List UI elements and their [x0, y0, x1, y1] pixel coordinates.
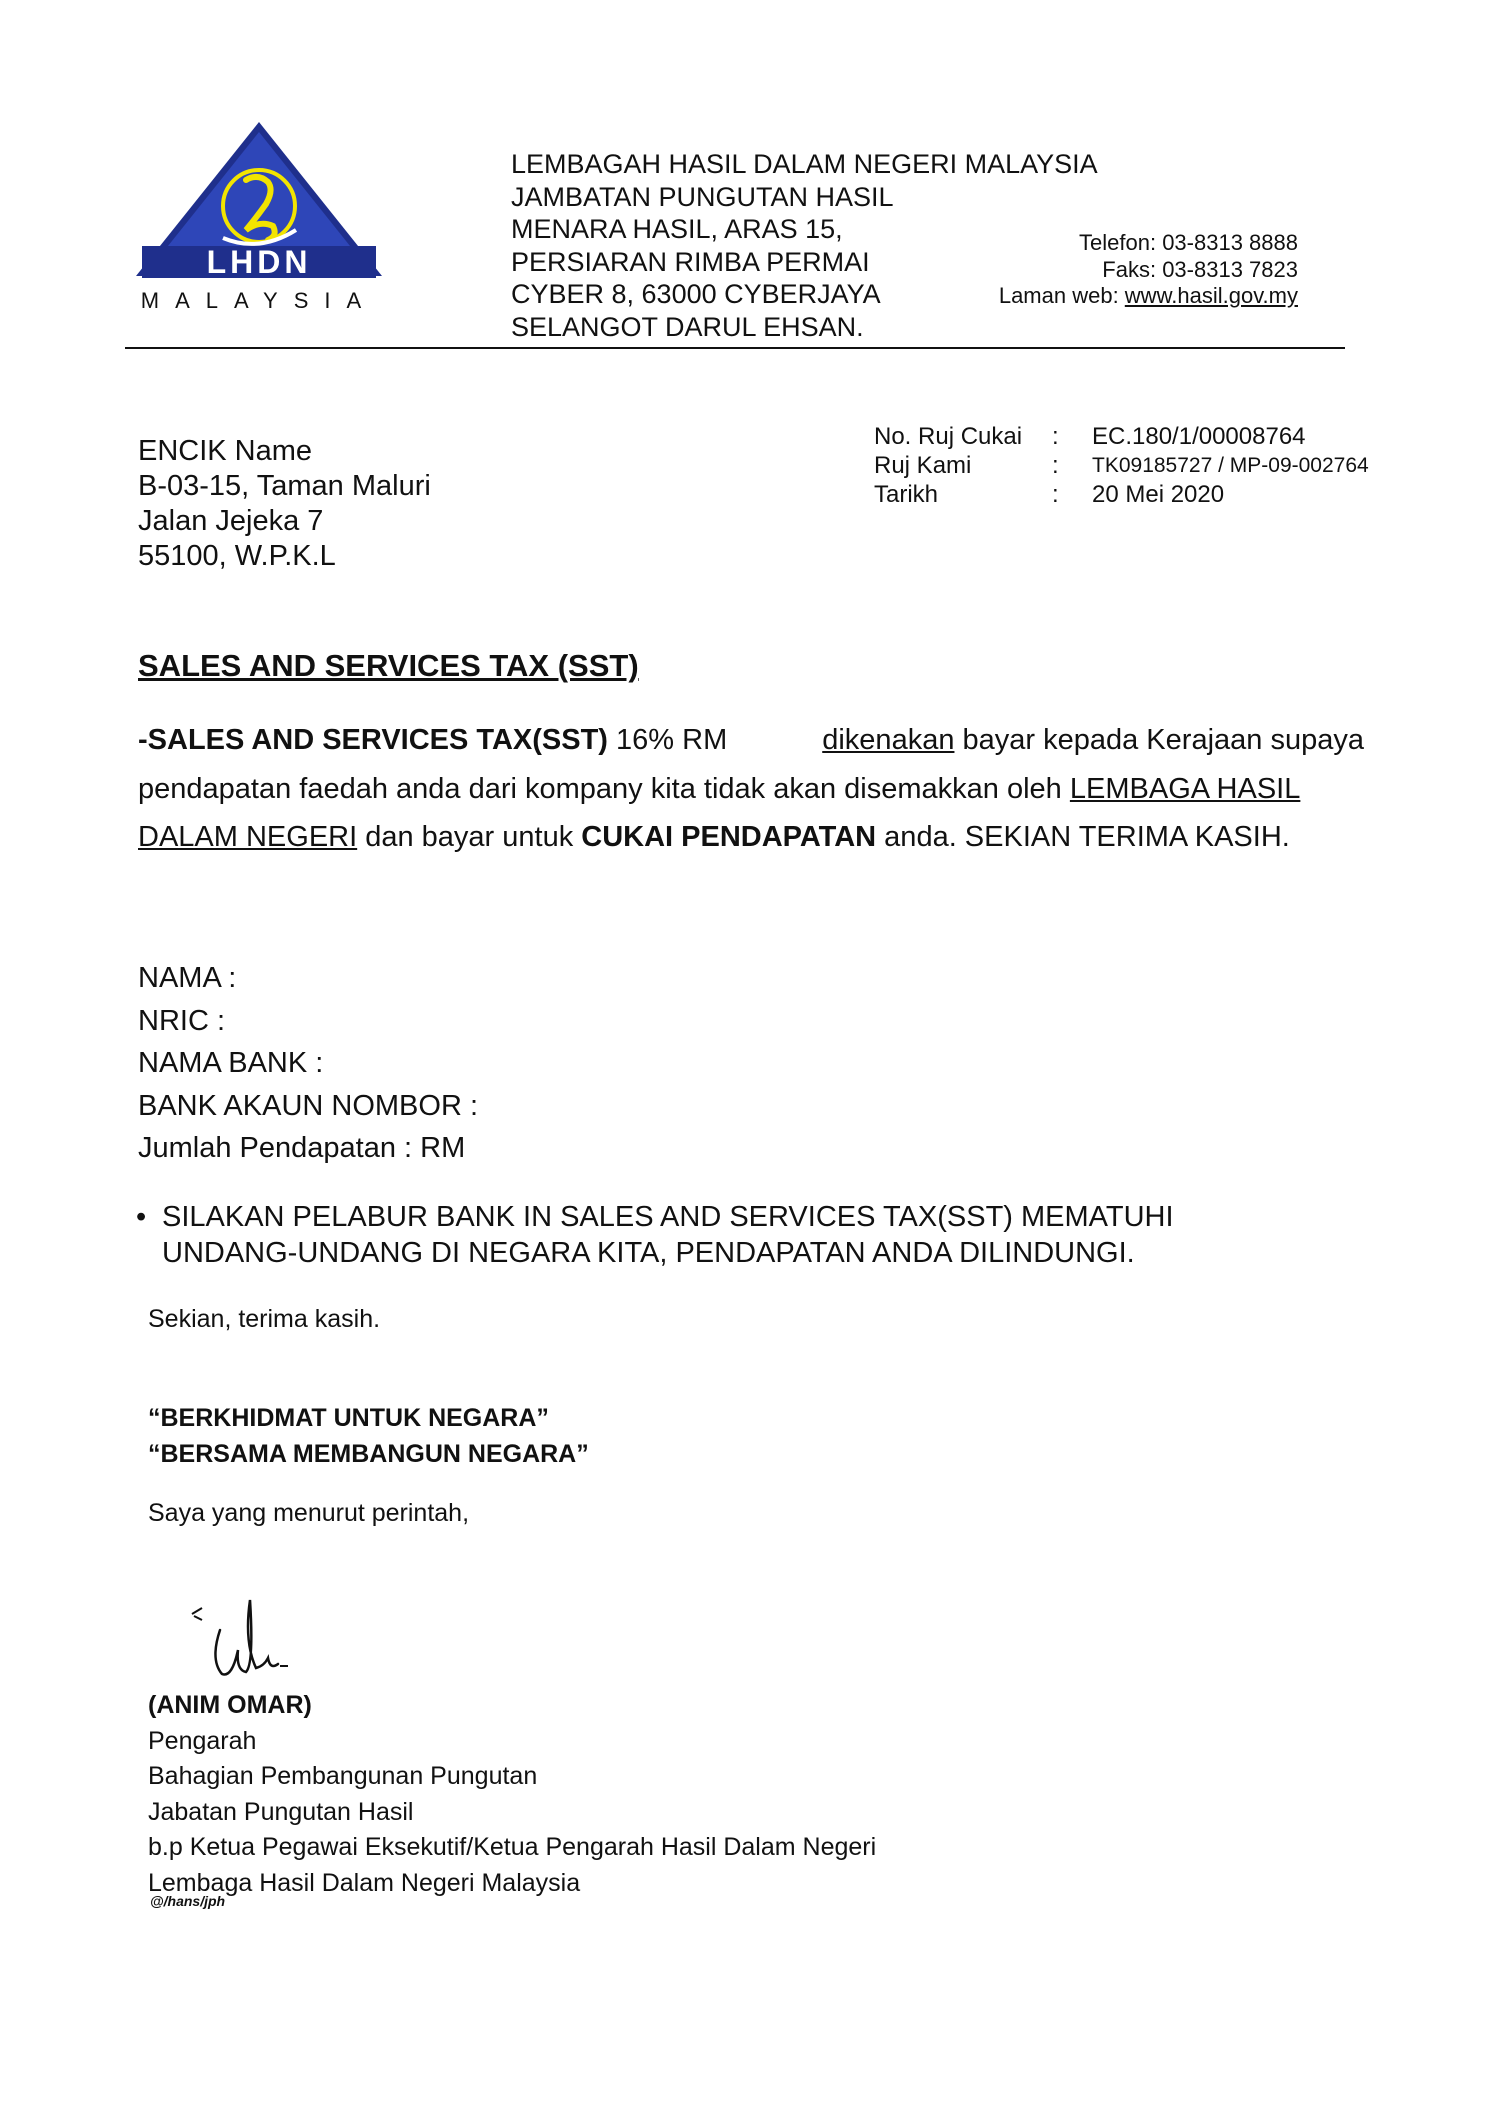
- ref-label: Ruj Kami: [874, 452, 972, 479]
- signature-icon: [180, 1590, 310, 1695]
- bullet-icon: •: [136, 1201, 147, 1233]
- reference-row: [874, 451, 1369, 480]
- field-bank-akaun: BANK AKAUN NOMBOR :: [138, 1089, 479, 1122]
- field-nama: NAMA :: [138, 962, 237, 994]
- body-text: anda. SEKIAN TERIMA KASIH.: [876, 821, 1290, 853]
- org-line: SELANGOT DARUL EHSAN.: [511, 311, 864, 342]
- ref-value: 20 Mei 2020: [1092, 481, 1225, 508]
- initials: @/hans/jph: [150, 1893, 226, 1909]
- ref-label: Tarikh: [874, 481, 939, 508]
- signer-line: Bahagian Pembangunan Pungutan: [148, 1762, 538, 1790]
- field-nric: NRIC :: [138, 1004, 225, 1037]
- ref-colon: :: [1052, 452, 1059, 479]
- addressee-block: [138, 434, 431, 574]
- website-link[interactable]: www.hasil.gov.my: [1124, 283, 1298, 308]
- org-line: CYBER 8, 63000 CYBERJAYA: [511, 279, 881, 309]
- header-divider: [125, 347, 1345, 349]
- website-label: Laman web:: [998, 283, 1125, 308]
- reference-row: [874, 422, 1369, 451]
- org-line: JAMBATAN PUNGUTAN HASIL: [511, 181, 894, 212]
- motto: “BERKHIDMAT UNTUK NEGARA”: [148, 1404, 549, 1432]
- svg-text:MALAYSIA: MALAYSIA: [140, 288, 378, 313]
- body-text: dan bayar untuk: [357, 821, 582, 853]
- motto: “BERSAMA MEMBANGUN NEGARA”: [148, 1440, 589, 1468]
- closing-text: Sekian, terima kasih.: [148, 1305, 381, 1333]
- body-cukai: CUKAI PENDAPATAN: [581, 821, 877, 853]
- addressee-line: B-03-15, Taman Maluri: [138, 470, 431, 502]
- body-text: bayar kepada Kerajaan supaya pendapatan faedah anda dari kompany kita tidak akan disemakkan oleh: [138, 724, 1364, 805]
- ref-label: No. Ruj Cukai: [874, 423, 1023, 450]
- ref-colon: :: [1052, 423, 1059, 450]
- org-line: PERSIARAN RIMBA PERMAI: [511, 246, 870, 277]
- lhdn-logo: [128, 118, 390, 318]
- svg-text:LHDN: LHDN: [206, 244, 312, 280]
- addressee-line: Jalan Jejeka 7: [138, 505, 324, 537]
- signer-line: b.p Ketua Pegawai Eksekutif/Ketua Pengarah Hasil Dalam Negeri: [148, 1833, 877, 1861]
- form-fields: [138, 957, 478, 1170]
- signature: [180, 1590, 310, 1695]
- letter-subject: SALES AND SERVICES TAX (SST): [138, 648, 639, 683]
- org-line: MENARA HASIL, ARAS 15,: [511, 214, 843, 244]
- body-lead: -SALES AND SERVICES TAX(SST): [138, 724, 608, 756]
- mottos: [148, 1400, 589, 1472]
- signer-name: (ANIM OMAR): [148, 1691, 312, 1719]
- telefon: Telefon: 03-8313 8888: [1079, 230, 1298, 255]
- field-nama-bank: NAMA BANK :: [138, 1047, 324, 1079]
- ref-value: EC.180/1/00008764: [1092, 423, 1306, 450]
- body-lembaga: LEMBAGA HASIL DALAM NEGERI: [138, 772, 1301, 853]
- bullet-line: SILAKAN PELABUR BANK IN SALES AND SERVICES TAX(SST) MEMATUHI: [162, 1201, 1174, 1233]
- signer-line: Lembaga Hasil Dalam Negeri Malaysia: [148, 1868, 581, 1897]
- field-jumlah: Jumlah Pendapatan : RM: [138, 1132, 466, 1164]
- ref-colon: :: [1052, 481, 1059, 508]
- org-line: LEMBAGAH HASIL DALAM NEGERI MALAYSIA: [511, 149, 1098, 179]
- ordered-text: Saya yang menurut perintah,: [148, 1499, 470, 1527]
- signer-line: Jabatan Pungutan Hasil: [148, 1797, 414, 1826]
- body-rate: 16% RM: [607, 724, 728, 756]
- addressee-line: ENCIK Name: [138, 435, 313, 467]
- ref-value: TK09185727 / MP-09-002764: [1092, 454, 1369, 477]
- body-dikenakan: dikenakan: [822, 724, 955, 756]
- bullet-notice: [136, 1199, 1174, 1271]
- faks: Faks: 03-8313 7823: [1102, 256, 1298, 282]
- bullet-line: UNDANG-UNDANG DI NEGARA KITA, PENDAPATAN ANDA DILINDUNGI.: [162, 1237, 1135, 1269]
- reference-row: [874, 480, 1369, 509]
- signer-block: [148, 1688, 876, 1901]
- lhdn-triangle-logo-icon: [128, 118, 390, 318]
- signer-line: Pengarah: [148, 1726, 257, 1755]
- letter-body: [138, 716, 1388, 862]
- website: [999, 283, 1298, 310]
- addressee-line: 55100, W.P.K.L: [138, 540, 336, 572]
- reference-table: [874, 422, 1369, 509]
- contact-info: [999, 230, 1298, 310]
